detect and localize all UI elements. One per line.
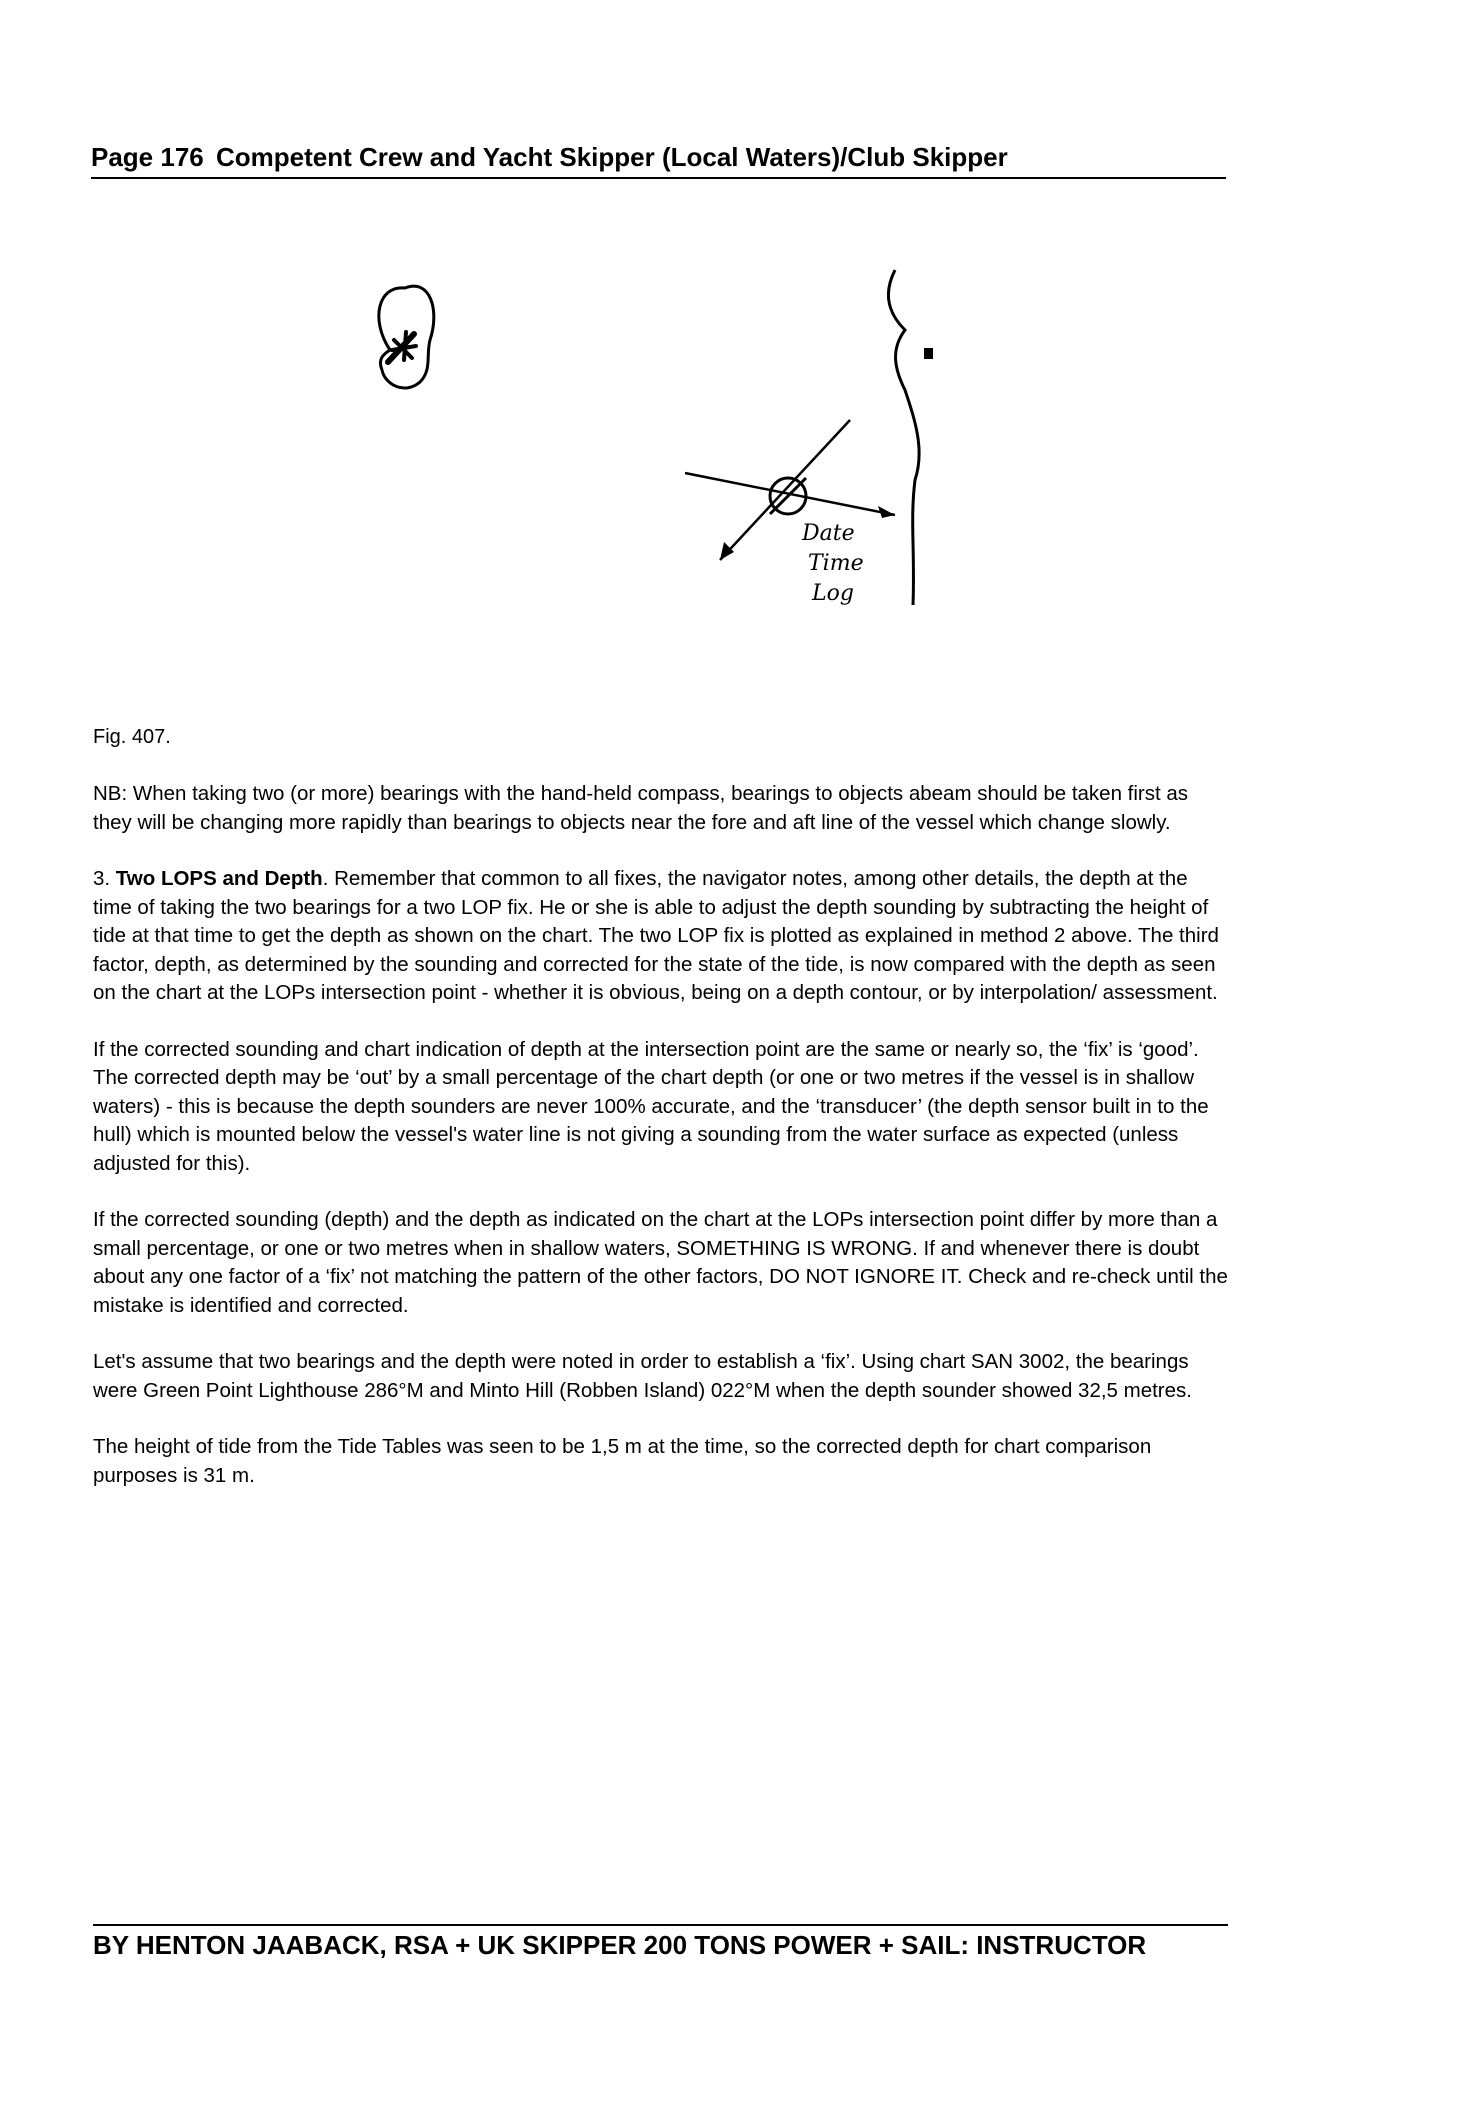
fix-annotation-time: Time — [808, 551, 864, 576]
section-3-title: Two LOPS and Depth — [115, 867, 323, 890]
nb-paragraph: NB: When taking two (or more) bearings with the hand-held compass, bearings to objects abeam should be taken first as they will be changing more rapidly than bearings to objects near the fore and aft line of the vessel which change slowly. — [93, 782, 1189, 834]
figure-caption: Fig. 407. — [93, 726, 171, 748]
fix-sketch-figure — [330, 260, 990, 630]
book-title: Competent Crew and Yacht Skipper (Local Waters)/Club Skipper — [216, 142, 1008, 172]
corrected-differ-paragraph: If the corrected sounding (depth) and the depth as indicated on the chart at the LOPs intersection point differ by more than a small percentage, or one or two metres when in shallow waters, SOMETHING IS WRONG. If and whenever there is doubt about any one factor of a ‘fix’ not matching the pattern of the other factors, DO NOT IGNORE IT. Check and re-check until the mistake is identified and corrected. — [93, 1208, 1228, 1317]
fix-annotation-log: Log — [812, 581, 854, 606]
page-header — [91, 141, 1226, 173]
landmark-marker — [924, 348, 933, 359]
section-3-number: 3. — [93, 867, 116, 890]
corrected-same-paragraph: If the corrected sounding and chart indication of depth at the intersection point are the same or nearly so, the ‘fix’ is ‘good’. The corrected depth may be ‘out’ by a small percentage of the chart depth (or one or two metres if the vessel is in shallow waters) - this is because the depth sounders are never 100% accurate, and the ‘transducer’ (the depth sensor built in to the hull) which is mounted below the vessel's water line is not giving a sounding from the water surface as expected (unless adjusted for this). — [93, 1037, 1209, 1175]
body-text — [93, 780, 1228, 1518]
page-number: Page 176 — [91, 142, 204, 172]
section-3-body: . Remember that common to all fixes, the navigator notes, among other details, the depth at the time of taking the two bearings for a two LOP fix. He or she is able to adjust the depth sounding by subtracting the height of tide at that time to get the depth as shown on the chart. The two LOP fix is plotted as explained in method 2 above. The third factor, depth, as determined by the sounding and corrected for the state of the tide, is now compared with the depth as seen on the chart at the LOPs intersection point - whether it is obvious, being on a depth contour, or by interpolation/ assessment. — [93, 867, 1219, 1004]
header-rule — [91, 177, 1226, 179]
section-3-paragraph — [93, 865, 1228, 1008]
tide-paragraph: The height of tide from the Tide Tables was seen to be 1,5 m at the time, so the corrected depth for chart comparison purposes is 31 m. — [93, 1435, 1152, 1487]
coastline — [888, 270, 919, 605]
page-footer: BY HENTON JAABACK, RSA + UK SKIPPER 200 TONS POWER + SAIL: INSTRUCTOR — [93, 1930, 1147, 1960]
lighthouse-star-icon — [388, 332, 416, 362]
footer-rule — [93, 1924, 1228, 1926]
fix-annotation-date: Date — [802, 521, 855, 546]
example-paragraph: Let's assume that two bearings and the depth were noted in order to establish a ‘fix’. Using chart SAN 3002, the bearings were Green Point Lighthouse 286°M and Minto Hill (Robben Island) 022°M when the depth sounder showed 32,5 metres. — [93, 1350, 1192, 1402]
